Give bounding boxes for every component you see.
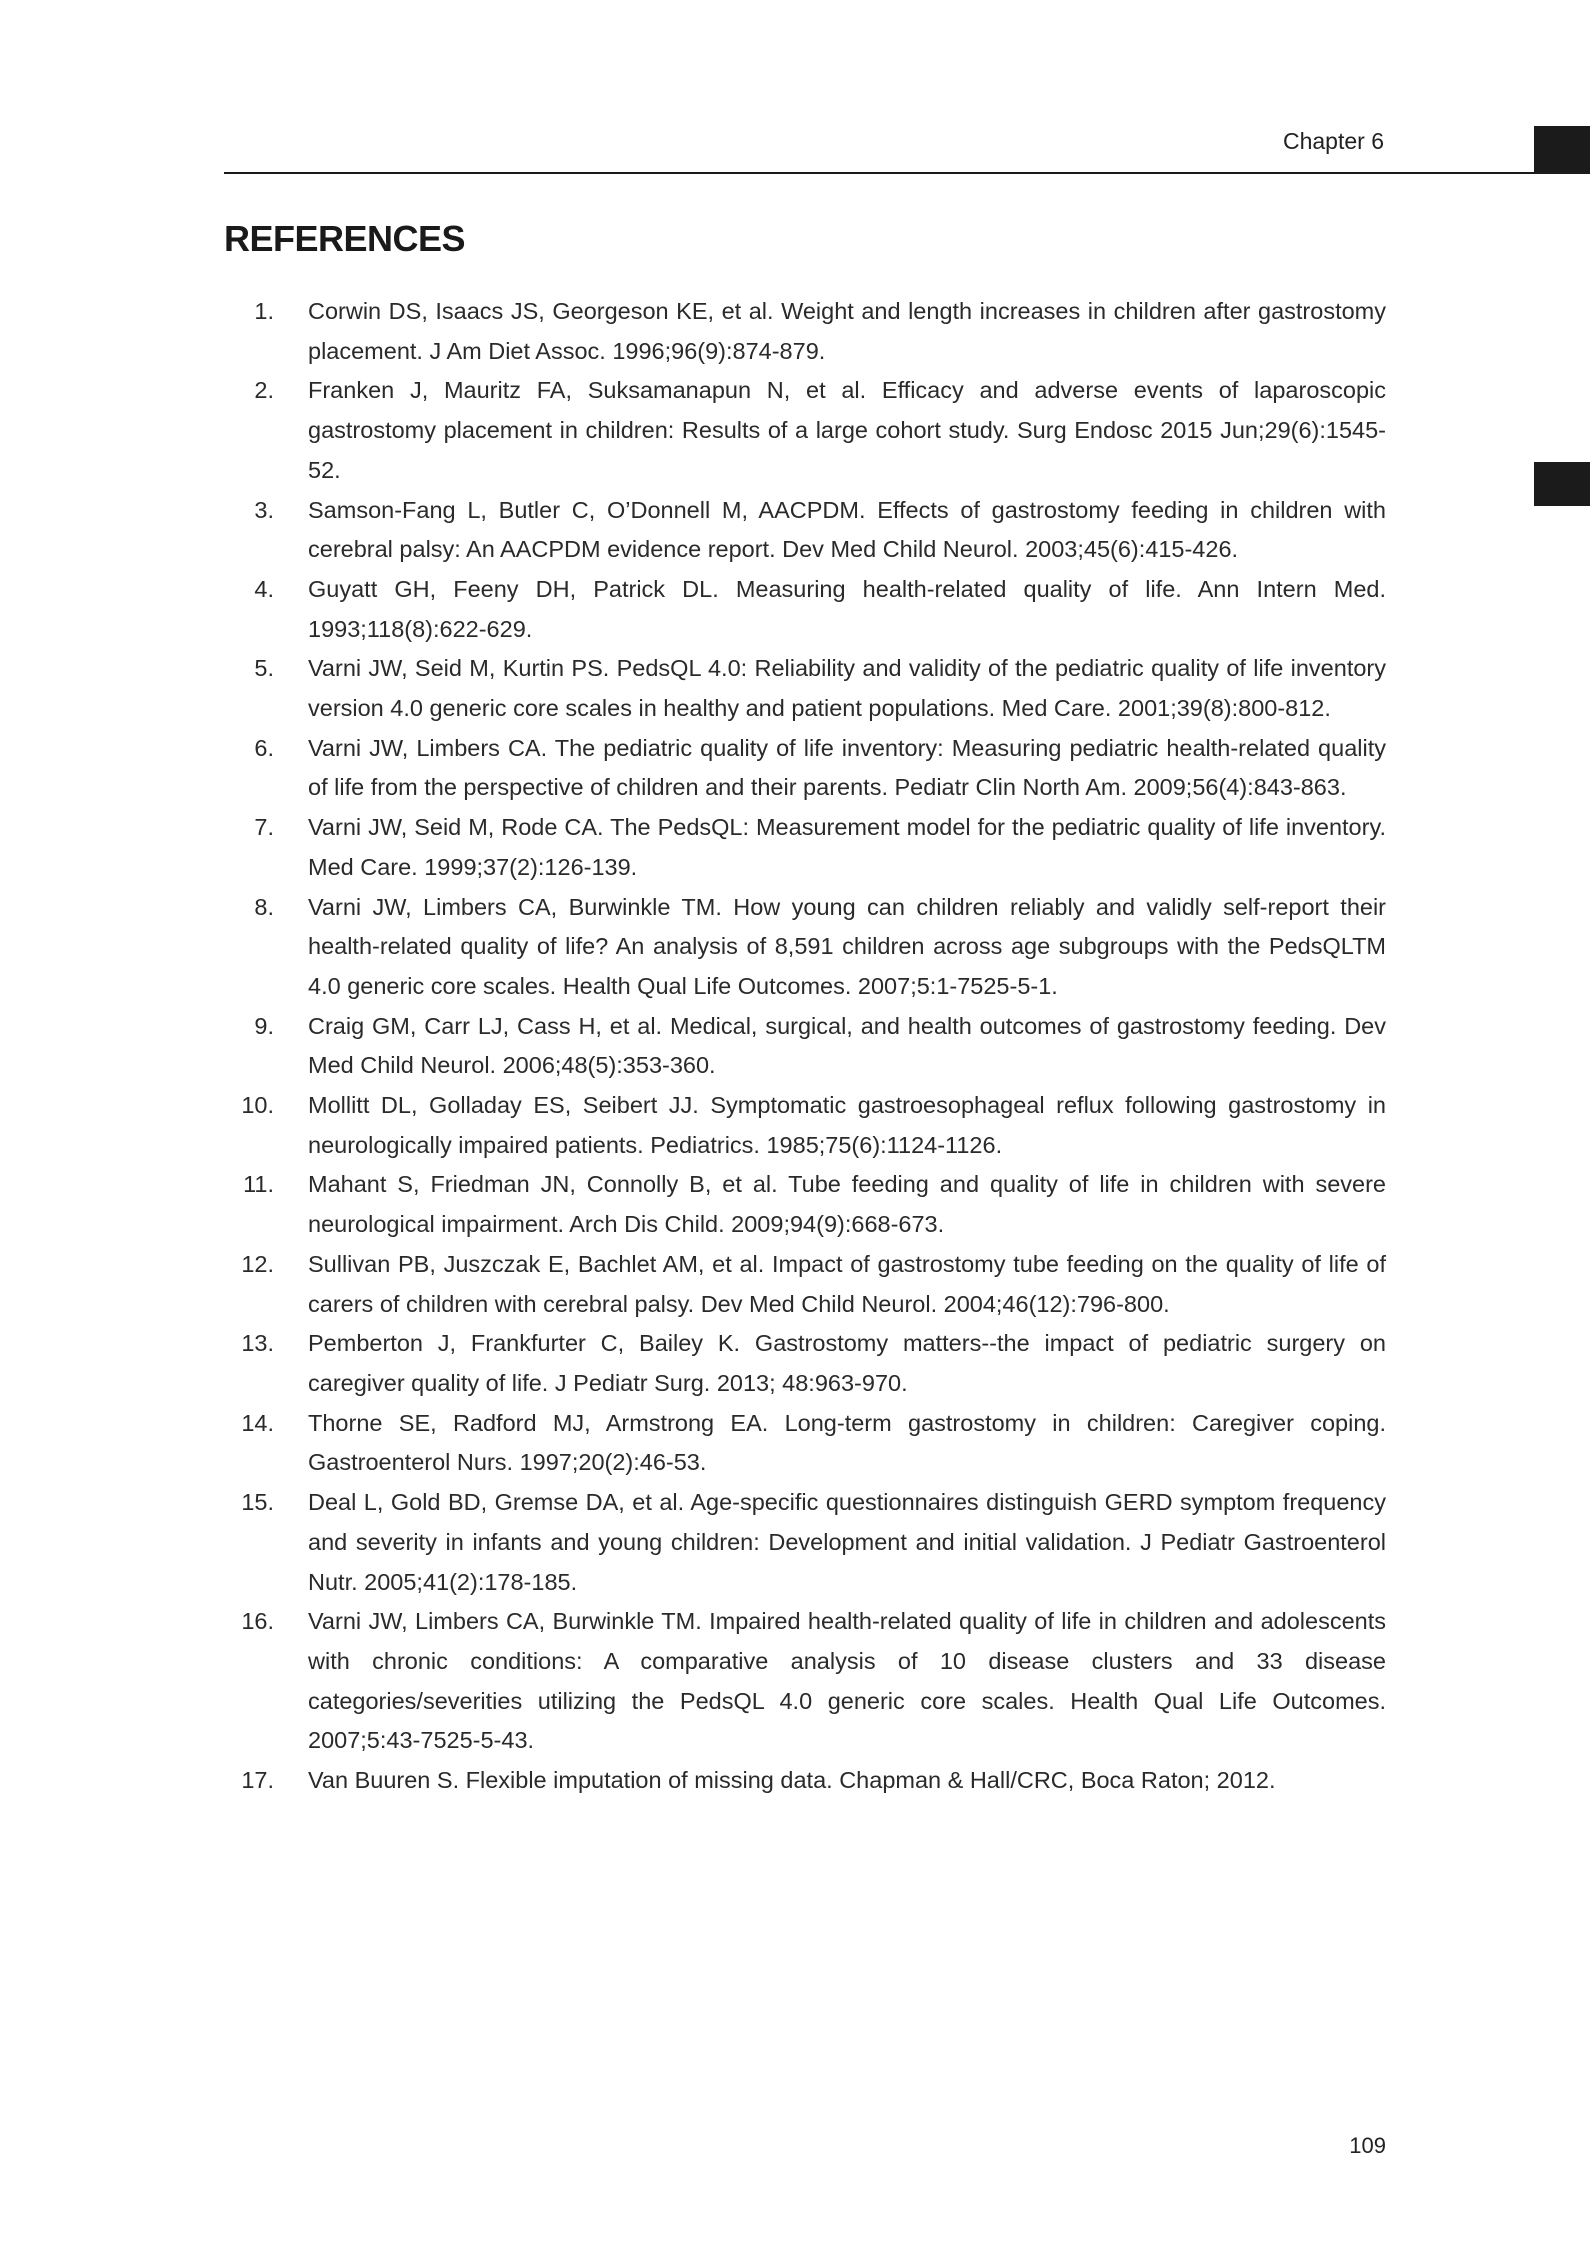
reference-text: Mahant S, Friedman JN, Connolly B, et al. Tube feeding and quality of life in children with severe neurological impairment. Arch Dis Child. 2009;94(9):668-673. — [308, 1171, 1386, 1238]
reference-text: Guyatt GH, Feeny DH, Patrick DL. Measuring health-related quality of life. Ann Intern Med. 1993;118(8):622-629. — [308, 575, 1386, 642]
reference-number: 9. — [254, 1012, 274, 1039]
reference-number: 16. — [241, 1608, 274, 1635]
reference-item — [224, 1761, 1386, 1801]
reference-number: 11. — [243, 1171, 274, 1198]
reference-number: 5. — [254, 655, 274, 682]
reference-text: Varni JW, Limbers CA. The pediatric quality of life inventory: Measuring pediatric health-related quality of life from the perspective of children and their parents. Pediatr Clin North Am. 2009;56(4):843-863. — [308, 734, 1386, 801]
reference-item — [224, 808, 1386, 887]
reference-text: Varni JW, Limbers CA, Burwinkle TM. How young can children reliably and validly self-report their health-related quality of life? An analysis of 8,591 children across age subgroups with the PedsQLTM 4.0 generic core scales. Health Qual Life Outcomes. 2007;5:1-7525-5-1. — [308, 893, 1386, 999]
reference-text: Pemberton J, Frankfurter C, Bailey K. Gastrostomy matters--the impact of pediatric surgery on caregiver quality of life. J Pediatr Surg. 2013; 48:963-970. — [308, 1330, 1386, 1396]
reference-item — [224, 570, 1386, 649]
reference-item — [224, 1165, 1386, 1244]
reference-number: 8. — [254, 893, 274, 920]
reference-item — [224, 1404, 1386, 1483]
reference-number: 2. — [254, 377, 274, 404]
reference-text: Varni JW, Seid M, Rode CA. The PedsQL: Measurement model for the pediatric quality of life inventory. Med Care. 1999;37(2):126-139. — [308, 814, 1386, 880]
reference-item — [224, 491, 1386, 570]
reference-text: Sullivan PB, Juszczak E, Bachlet AM, et al. Impact of gastrostomy tube feeding on the quality of life of carers of children with cerebral palsy. Dev Med Child Neurol. 2004;46(12):796-800. — [308, 1250, 1386, 1317]
page-header — [224, 126, 1534, 174]
reference-number: 10. — [241, 1092, 274, 1119]
reference-text: Corwin DS, Isaacs JS, Georgeson KE, et al. Weight and length increases in children after gastrostomy placement. J Am Diet Assoc. 1996;96(9):874-879. — [308, 298, 1386, 364]
reference-item — [224, 1007, 1386, 1086]
reference-number: 14. — [241, 1409, 274, 1436]
reference-item — [224, 371, 1386, 490]
reference-number: 7. — [254, 814, 274, 841]
reference-number: 15. — [241, 1489, 274, 1516]
chapter-thumb-tab-marker — [1534, 462, 1590, 506]
page-number: 109 — [1349, 2133, 1386, 2158]
reference-text: Van Buuren S. Flexible imputation of missing data. Chapman & Hall/CRC, Boca Raton; 2012. — [308, 1767, 1276, 1794]
reference-text: Thorne SE, Radford MJ, Armstrong EA. Long-term gastrostomy in children: Caregiver coping. Gastroenterol Nurs. 1997;20(2):46-53. — [308, 1409, 1386, 1476]
chapter-label: Chapter 6 — [1282, 128, 1384, 154]
reference-number: 6. — [254, 734, 274, 761]
reference-item — [224, 1602, 1386, 1761]
reference-item — [224, 292, 1386, 371]
reference-number: 13. — [241, 1330, 274, 1357]
reference-item — [224, 1483, 1386, 1602]
reference-item — [224, 1324, 1386, 1403]
reference-list — [224, 292, 1386, 1801]
reference-item — [224, 649, 1386, 728]
reference-text: Craig GM, Carr LJ, Cass H, et al. Medical, surgical, and health outcomes of gastrostomy feeding. Dev Med Child Neurol. 2006;48(5):353-360. — [308, 1012, 1386, 1079]
reference-text: Varni JW, Seid M, Kurtin PS. PedsQL 4.0: Reliability and validity of the pediatric quality of life inventory version 4.0 generic core scales in healthy and patient populations. Med Care. 2001;39(8):800-812. — [308, 655, 1386, 722]
reference-text: Varni JW, Limbers CA, Burwinkle TM. Impaired health-related quality of life in children and adolescents with chronic conditions: A comparative analysis of 10 disease clusters and 33 disease categories/severities utilizing the PedsQL 4.0 generic core scales. Health Qual Life Outcomes. 2007;5:43-7525-5-43. — [308, 1608, 1386, 1754]
reference-text: Deal L, Gold BD, Gremse DA, et al. Age-specific questionnaires distinguish GERD symptom frequency and severity in infants and young children: Development and initial validation. J Pediatr Gastroenterol Nutr. 2005;41(2):178-185. — [308, 1489, 1386, 1595]
reference-number: 4. — [254, 575, 274, 602]
chapter-thumb-tab-top — [1534, 126, 1590, 174]
reference-number: 17. — [241, 1767, 274, 1794]
reference-text: Mollitt DL, Golladay ES, Seibert JJ. Symptomatic gastroesophageal reflux following gastrostomy in neurologically impaired patients. Pediatrics. 1985;75(6):1124-1126. — [308, 1092, 1386, 1158]
reference-item — [224, 1086, 1386, 1165]
reference-item — [224, 729, 1386, 808]
reference-text: Franken J, Mauritz FA, Suksamanapun N, et al. Efficacy and adverse events of laparoscopic gastrostomy placement in children: Results of a large cohort study. Surg Endosc 2015 Jun;29(6):1545-52. — [308, 377, 1386, 483]
reference-number: 12. — [241, 1250, 274, 1277]
reference-number: 3. — [254, 496, 274, 523]
section-title: REFERENCES — [224, 218, 466, 259]
reference-text: Samson-Fang L, Butler C, O’Donnell M, AACPDM. Effects of gastrostomy feeding in children with cerebral palsy: An AACPDM evidence report. Dev Med Child Neurol. 2003;45(6):415-426. — [308, 496, 1386, 563]
reference-item — [224, 1245, 1386, 1324]
reference-item — [224, 888, 1386, 1007]
reference-number: 1. — [254, 298, 274, 324]
